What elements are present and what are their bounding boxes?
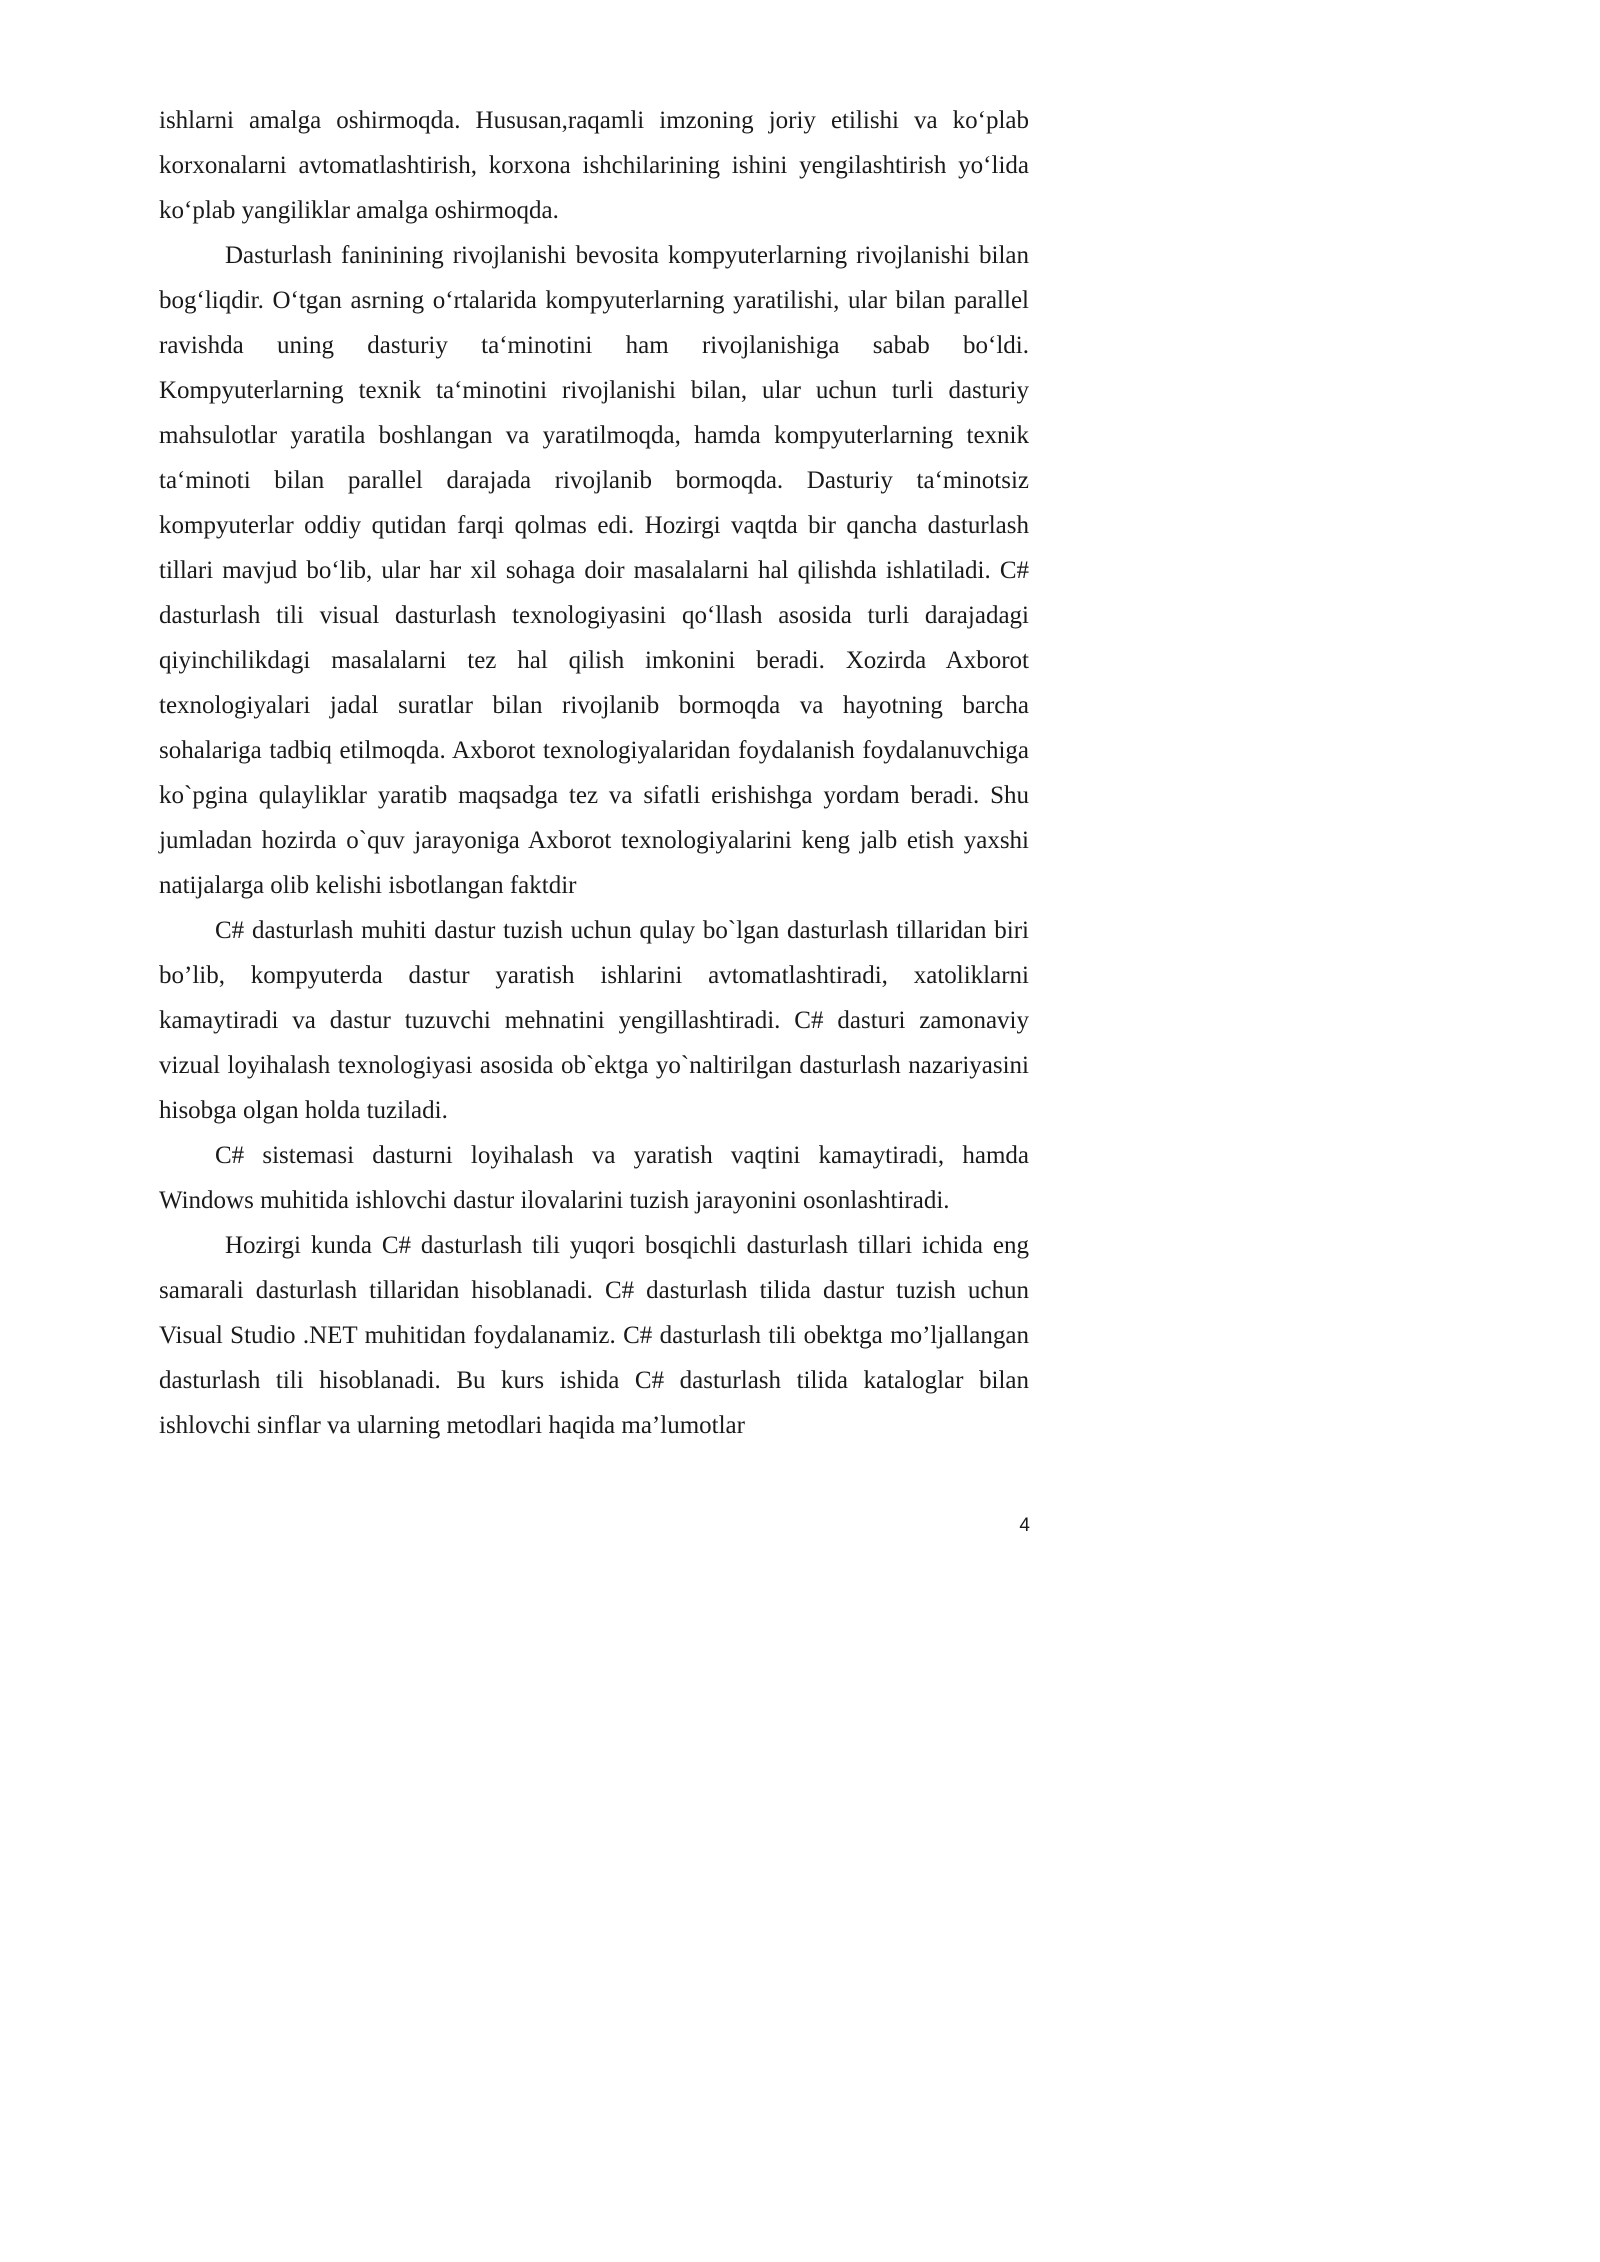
- paragraph-continuation: ishlarni amalga oshirmoqda. Hususan,raqamli imzoning joriy etilishi va ko‘plab korxonalarni avtomatlashtirish, korxona ishchilarining ishini yengilashtirish yo‘lida ko‘plab yangiliklar amalga oshirmoqda.: [159, 107, 1029, 224]
- document-body: [159, 98, 1029, 1448]
- paragraph-programming-history: Dasturlash faninining rivojlanishi bevosita kompyuterlarning rivojlanishi bilan bog‘liqdir. O‘tgan asrning o‘rtalarida kompyuterlarning yaratilishi, ular bilan parallel ravishda uning dasturiy ta‘minotini ham rivojlanishiga sabab bo‘ldi. Kompyuterlarning texnik ta‘minotini rivojlanishi bilan, ular uchun turli dasturiy mahsulotlar yaratila boshlangan va yaratilmoqda, hamda kompyuterlarning texnik ta‘minoti bilan parallel darajada rivojlanib bormoqda. Dasturiy ta‘minotsiz kompyuterlar oddiy qutidan farqi qolmas edi. Hozirgi vaqtda bir qancha dasturlash tillari mavjud bo‘lib, ular har xil sohaga doir masalalarni hal qilishda ishlatiladi. C# dasturlash tili visual dasturlash texnologiyasini qo‘llash asosida turli darajadagi qiyinchilikdagi masalalarni tez hal qilish imkonini beradi. Xozirda Axborot texnologiyalari jadal suratlar bilan rivojlanib bormoqda va hayotning barcha sohalariga tadbiq etilmoqda. Axborot texnologiyalaridan foydalanish foydalanuvchiga ko`pgina qulayliklar yaratib maqsadga tez va sifatli erishishga yordam beradi. Shu jumladan hozirda o`quv jarayoniga Axborot texnologiyalarini keng jalb etish yaxshi natijalarga olib kelishi isbotlangan faktdir: [159, 242, 1029, 899]
- page-number: 4: [1019, 1515, 1030, 1536]
- document-page: [0, 0, 1103, 1560]
- paragraph-csharp-system: C# sistemasi dasturni loyihalash va yaratish vaqtini kamaytiradi, hamda Windows muhitida ishlovchi dastur ilovalarini tuzish jarayonini osonlashtiradi.: [159, 1142, 1029, 1214]
- paragraph-csharp-today: Hozirgi kunda C# dasturlash tili yuqori bosqichli dasturlash tillari ichida eng samarali dasturlash tillaridan hisoblanadi. C# dasturlash tilida dastur tuzish uchun Visual Studio .NET muhitidan foydalanamiz. C# dasturlash tili obektga mo’ljallangan dasturlash tili hisoblanadi. Bu kurs ishida C# dasturlash tilida kataloglar bilan ishlovchi sinflar va ularning metodlari haqida ma’lumotlar: [159, 1232, 1029, 1439]
- paragraph-csharp-environment: C# dasturlash muhiti dastur tuzish uchun qulay bo`lgan dasturlash tillaridan biri bo’lib, kompyuterda dastur yaratish ishlarini avtomatlashtiradi, xatoliklarni kamaytiradi va dastur tuzuvchi mehnatini yengillashtiradi. C# dasturi zamonaviy vizual loyihalash texnologiyasi asosida ob`ektga yo`naltirilgan dasturlash nazariyasini hisobga olgan holda tuziladi.: [159, 917, 1029, 1124]
